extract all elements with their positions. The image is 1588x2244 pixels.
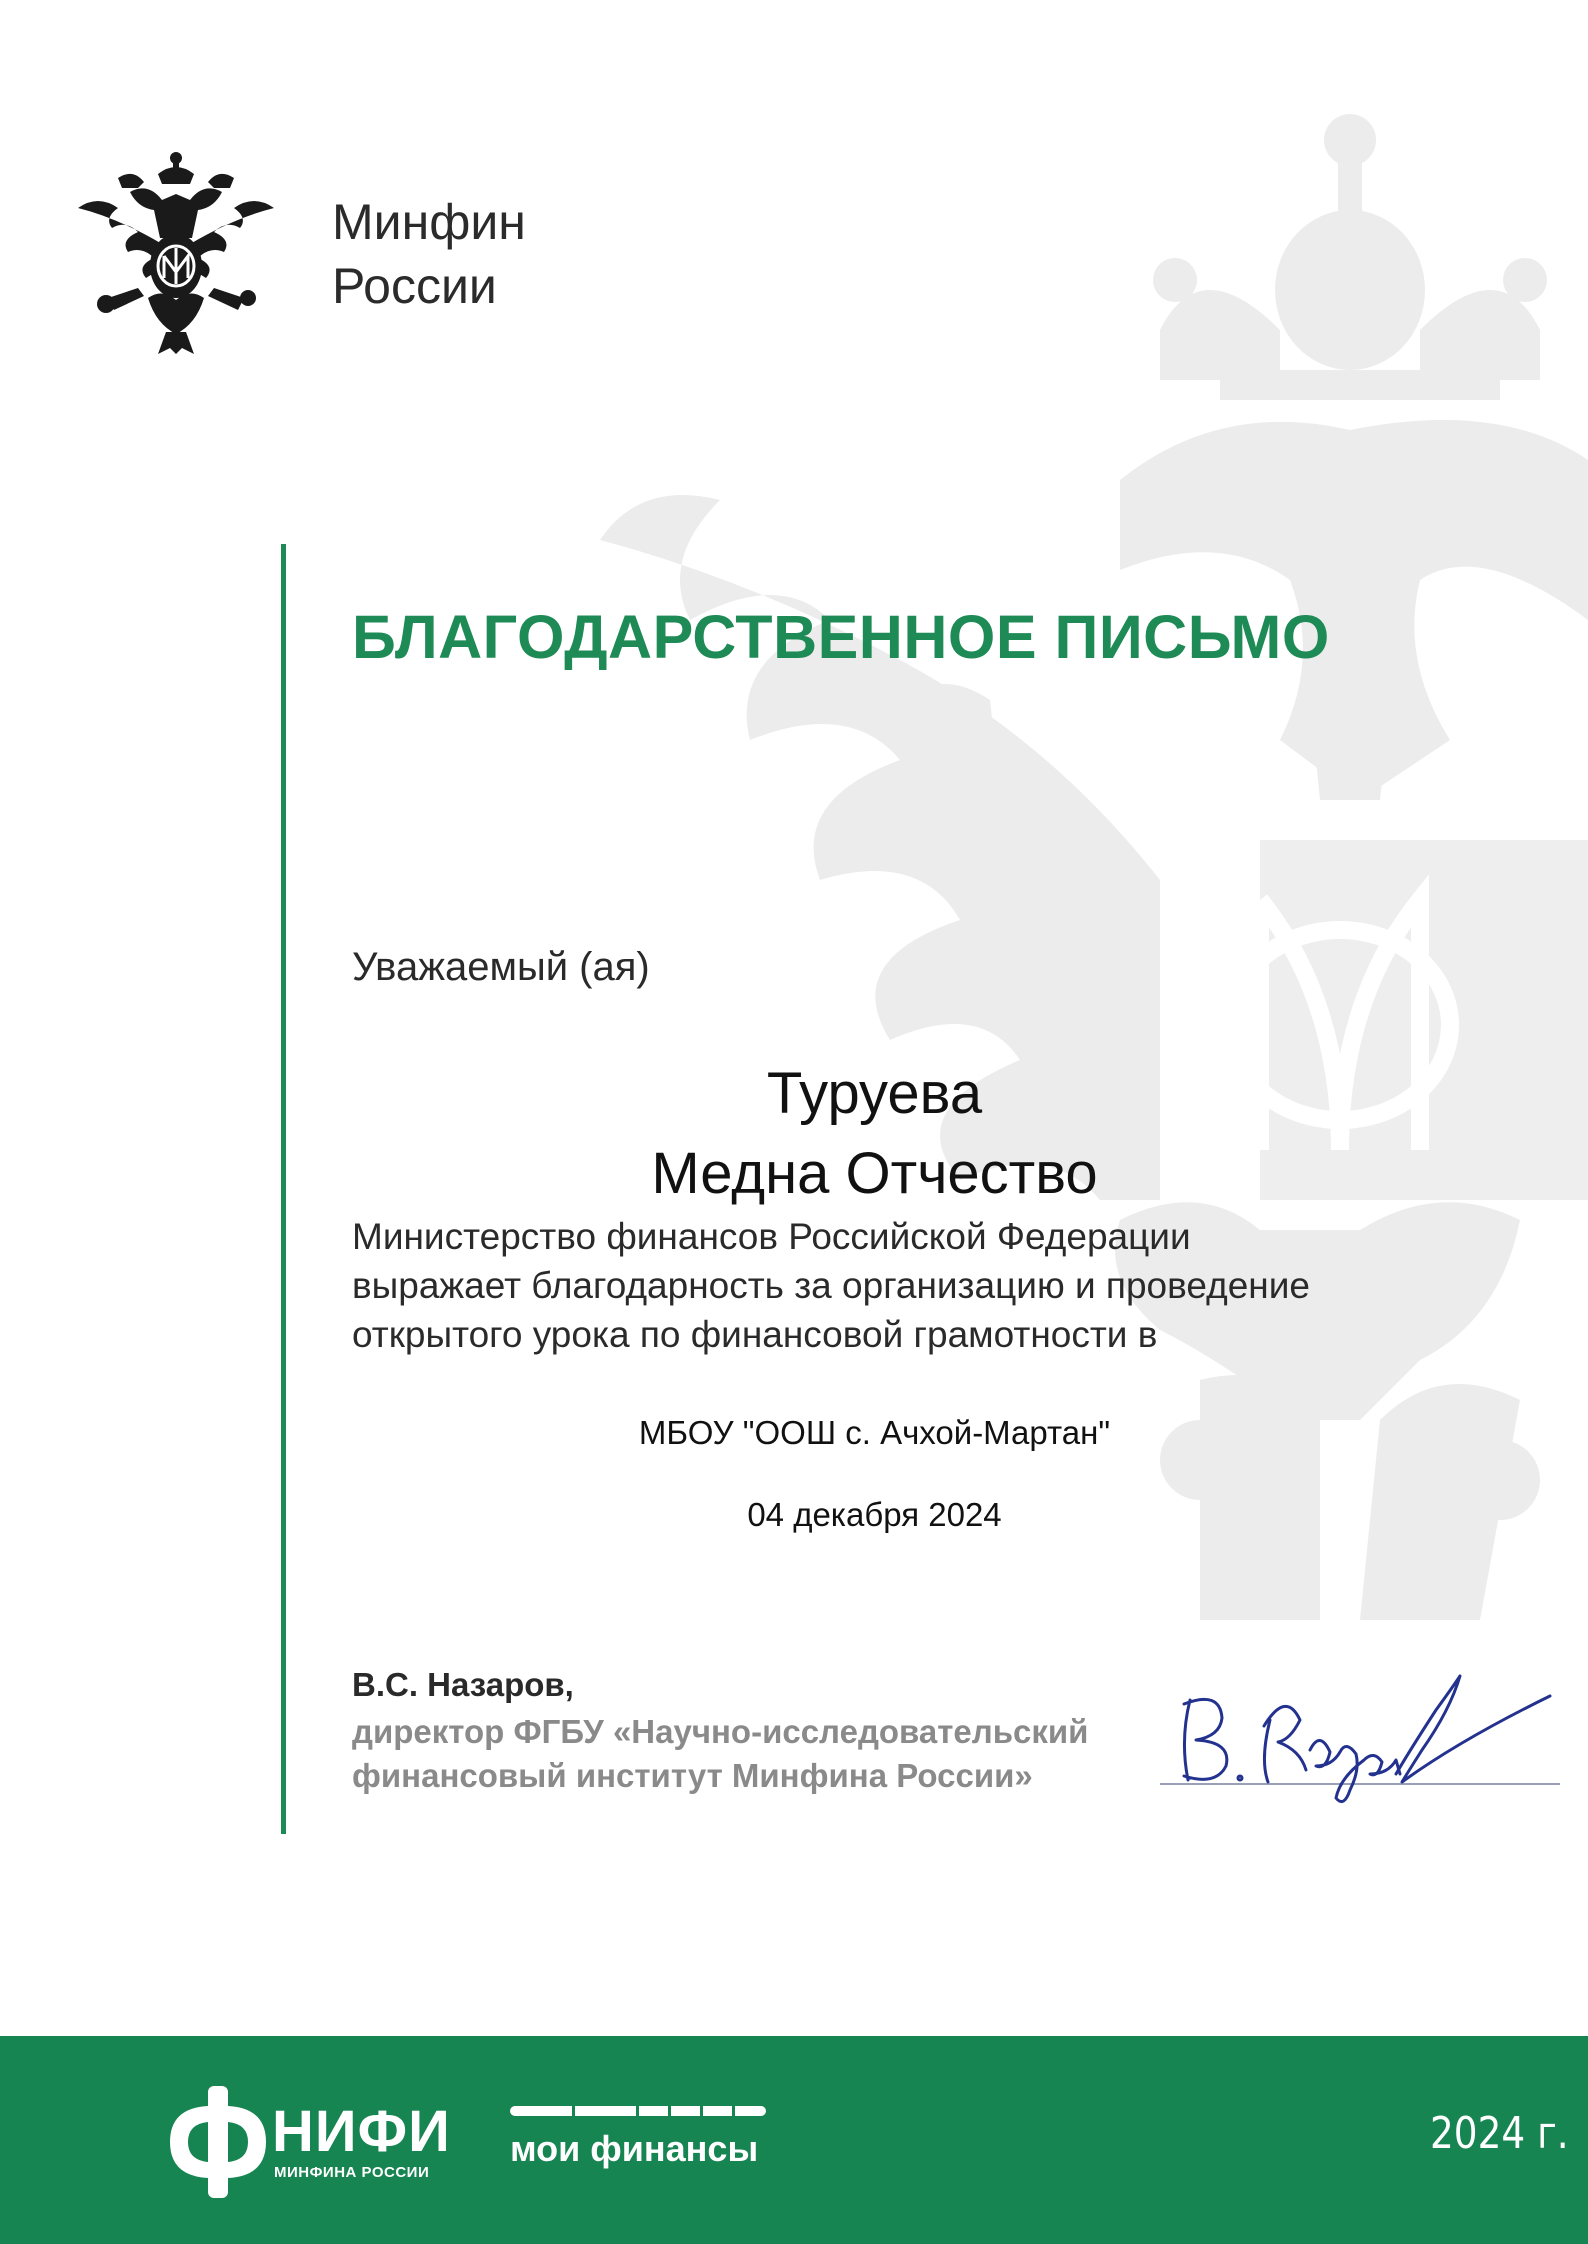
my-finance-text: мои финансы [510, 2128, 759, 2169]
letter-title: БЛАГОДАРСТВЕННОЕ ПИСЬМО [352, 603, 1330, 671]
footer-year: 2024 г. [1430, 2108, 1569, 2159]
nifi-name: НИФИ [272, 2099, 451, 2164]
brand-title [332, 190, 526, 318]
body-line: выражает благодарность за организацию и проведение [352, 1265, 1310, 1306]
footer-bar [0, 2036, 1588, 2244]
handwritten-signature [1160, 1670, 1560, 1820]
nifi-phi-icon [170, 2086, 266, 2198]
recipient-given-names: Медна Отчество [651, 1141, 1098, 1206]
double-headed-eagle-icon [78, 148, 274, 354]
organization-name: МБОУ "ООШ с. Ачхой-Мартан" [638, 1414, 1111, 1451]
accent-vertical-line [281, 544, 286, 1834]
signer-position-line-2: финансовый институт Минфина России» [352, 1757, 1033, 1794]
nifi-subtitle: МИНФИНА РОССИИ [274, 2164, 430, 2181]
salutation: Уважаемый (ая) [352, 945, 650, 989]
brand-line-1: Минфин [332, 194, 526, 250]
letter-body [352, 1212, 1412, 1359]
eagle-watermark-icon [600, 100, 1588, 1620]
signer-position [352, 1710, 1088, 1798]
my-finance-bars-icon [510, 2106, 766, 2116]
signer-position-line-1: директор ФГБУ «Научно-исследовательский [352, 1713, 1089, 1750]
recipient-surname: Туруева [766, 1061, 983, 1126]
brand-line-2: России [332, 258, 497, 314]
my-finance-logo [510, 2106, 770, 2186]
body-line: открытого урока по финансовой грамотности в [352, 1314, 1158, 1355]
nifi-logo [170, 2086, 451, 2198]
letter-date: 04 декабря 2024 [747, 1496, 1002, 1533]
body-line: Министерство финансов Российской Федерации [352, 1216, 1191, 1257]
signer-name: В.С. Назаров, [352, 1666, 574, 1703]
